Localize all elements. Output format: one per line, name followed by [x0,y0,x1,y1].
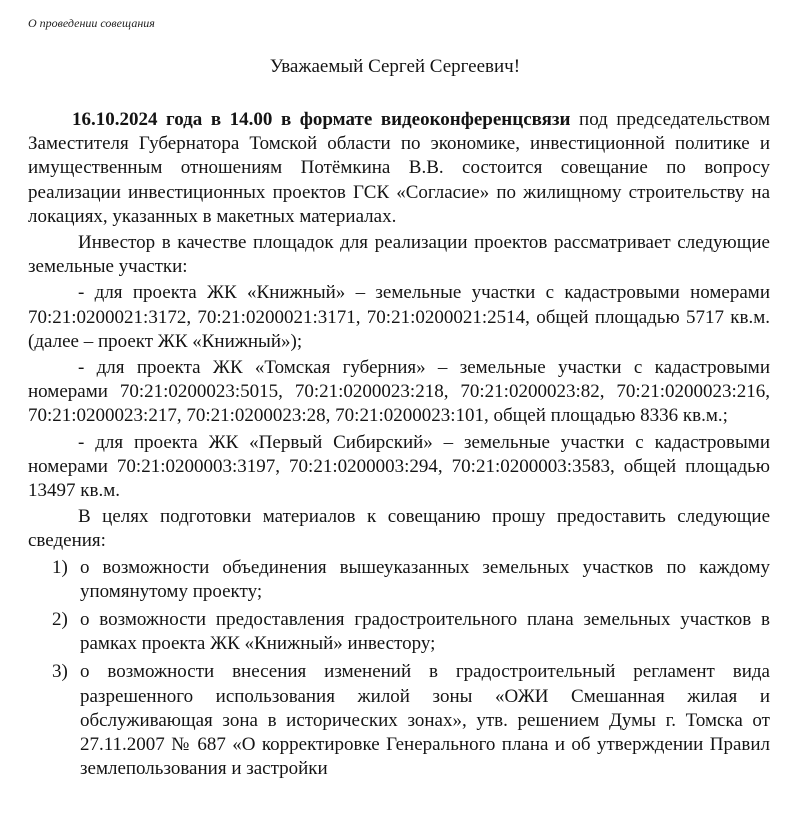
paragraph-investor: Инвестор в качестве площадок для реализации проектов рассматривает следующие земельные участки: [28,232,770,278]
list-text: о возможности объединения вышеуказанных земельных участков по каждому упомянутому проекту; [80,556,770,602]
project-knizhny: - для проекта ЖК «Книжный» – земельные участки с кадастровыми номерами 70:21:0200021:3172, 70:21:0200021:3171, 70:21:0200021:2514, общей площадью 5717 кв.м. (далее – проект ЖК «Книжный»); [28,282,770,352]
request-list [28,556,770,782]
list-text: о возможности предоставления градостроительного плана земельных участков в рамках проекта ЖК «Книжный» инвестору; [80,609,770,655]
list-text: о возможности внесения изменений в градостроительный регламент вида разрешенного использования жилой зоны «ОЖИ Смешанная жилая и обслуживающая зона в исторических зонах», утв. решением Думы г. Томска от 27.11.2007 № 687 «О корректировке Генерального плана и об утверждении Правил землепользования и застройки [80,661,770,780]
list-item [28,556,770,604]
meeting-details: под председательством Заместителя Губернатора Томской области по экономике, инвестиционной политике и имущественным отношениям Потёмкина В.В. состоится совещание по вопросу реализации инвестиционных проектов ГСК «Согласие» по жилищному строительству на локациях, указанных в макетных материалах. [28,109,770,227]
paragraph-meeting [28,108,770,229]
salutation: Уважаемый Сергей Сергеевич! [269,56,521,77]
letter-body [28,108,770,785]
project-tomskaya-guberniya: - для проекта ЖК «Томская губерния» – земельные участки с кадастровыми номерами 70:21:0200023:5015, 70:21:0200023:218, 70:21:0200023:82, 70:21:0200023:216, 70:21:0200023:217, 70:21:0200023:28, 70:21:0200023:101, общей площадью 8336 кв.м.; [28,357,770,427]
letter-subject: О проведении совещания [28,16,155,30]
list-item [28,608,770,656]
list-number: 2) [52,609,68,631]
list-number: 1) [52,556,68,578]
list-item [28,660,770,781]
project-pervy-sibirsky: - для проекта ЖК «Первый Сибирский» – земельные участки с кадастровыми номерами 70:21:0200003:3197, 70:21:0200003:294, 70:21:0200003:3583, общей площадью 13497 кв.м. [28,431,770,502]
paragraph-request: В целях подготовки материалов к совещанию прошу предоставить следующие сведения: [28,506,770,552]
list-number: 3) [52,661,68,683]
meeting-datetime: 16.10.2024 года в 14.00 в формате видеоконференцсвязи [72,109,571,130]
